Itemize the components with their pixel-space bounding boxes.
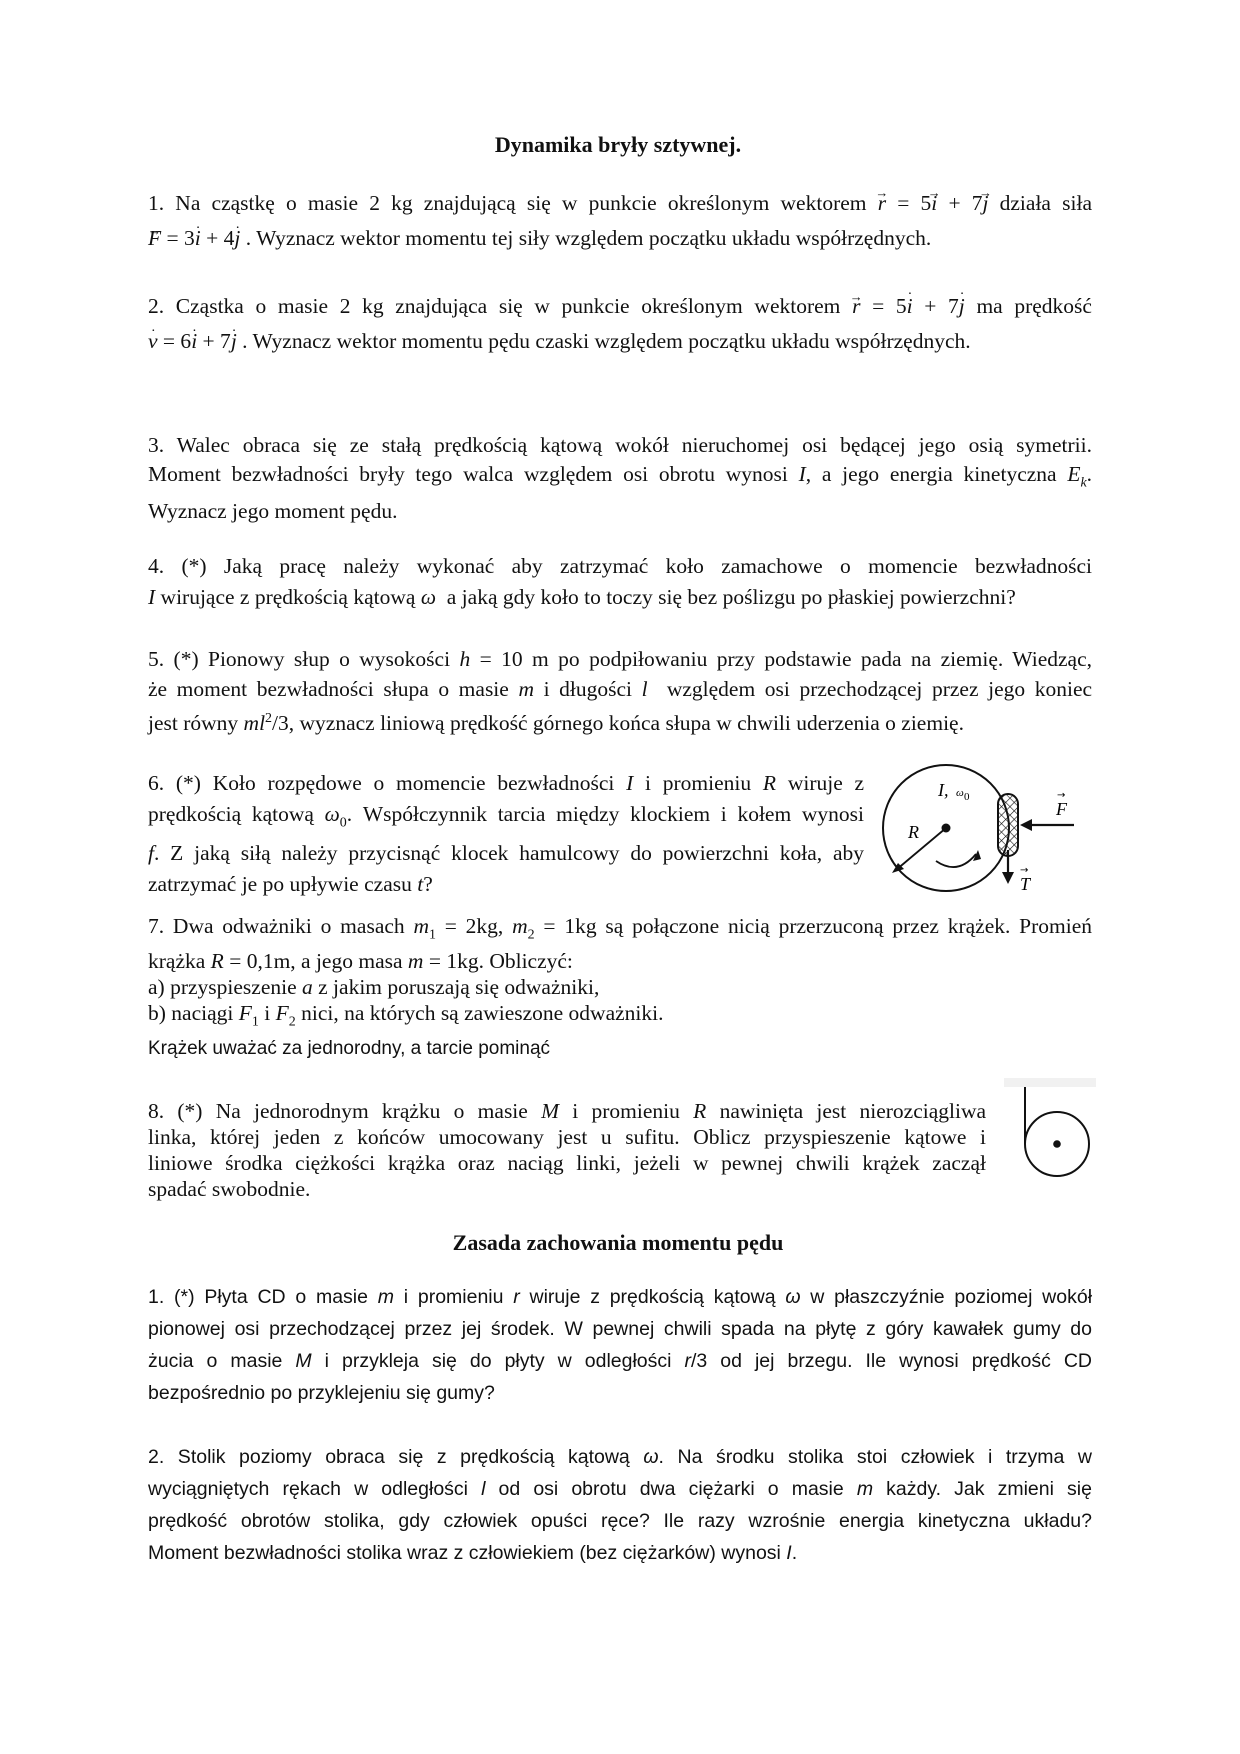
angular-momentum-problem-2: 2. Stolik poziomy obraca się z prędkością kątową ω. Na środku stolika stoi człowiek i trzyma w wyciągniętych rękach w odległości l od osi obrotu dwa ciężarki o masie m każdy. Jak zmieni się prędkość obrotów stolika, gdy człowiek opuści ręce? Ile razy wzrośnie energia kinetyczna układu? Moment bezwładności stolika wraz z człowiekiem (bez ciężarków) wynosi I.	[148, 1446, 1093, 1564]
label-F-arrow: →	[1057, 790, 1066, 801]
label-F: F	[1056, 799, 1067, 819]
rotation-arrow	[936, 854, 976, 867]
brake-block-crosshatch	[998, 794, 1018, 856]
force-vector-eq: → F = 3˙ i + 4˙ j	[148, 226, 246, 250]
label-T-arrow: →	[1020, 865, 1029, 876]
problem-2: 2. Cząstka o masie 2 kg znajdująca się w punkcie określonym wektorem → r = 5˙ i + 7˙ j ma prędkość ˙ v = 6˙ i + 7˙ j . Wyznacz wektor momentu pędu czaski względem początku układu współrzędnych.	[148, 290, 1092, 360]
radius-line	[896, 828, 946, 870]
force-F-arrowhead	[1020, 819, 1032, 831]
label-R: R	[908, 822, 919, 842]
friction-T-arrowhead	[1002, 872, 1014, 884]
problem-6: 6. (*) Koło rozpędowe o momencie bezwładności I i promieniu R wiruje z prędkością kątową $\omega_0$. Współczynnik tarcia między klockiem i kołem wynosi f. Z jaką siłą należy przycisnąć klocek hamulcowy do powierzchni koła, aby zatrzymać je po upływie czasu t?	[148, 771, 865, 897]
section-title-rigid-body: Dynamika bryły sztywnej.	[494, 132, 742, 157]
ceiling	[1004, 1078, 1096, 1087]
label-I-omega: I,	[938, 780, 949, 800]
label-omega-sub: 0	[964, 791, 970, 803]
problem-3: 3. Walec obraca się ze stałą prędkością kątową wokół nieruchomej osi będącej jego osią symetrii. Moment bezwładności bryły tego walca względem osi obrotu wynosi I, a jego energia kinetyczna $E_k$. Wyznacz jego moment pędu.	[148, 433, 1093, 524]
problem-4: 4. (*) Jaką pracę należy wykonać aby zatrzymać koło zamachowe o momencie bezwładności I wirujące z prędkością kątową ω a jaką gdy koło to toczy się bez poślizgu po płaskiej powierzchni?	[148, 554, 1092, 609]
label-omega: ω	[956, 787, 964, 799]
label-T: T	[1020, 874, 1031, 894]
problem-5: 5. (*) Pionowy słup o wysokości h = 10 m po podpiłowaniu przy podstawie pada na ziemię. Wiedząc, że moment bezwładności słupa o masie m i długości l względem osi przechodzącej przez jego koniec jest równy $ml^2/3$, wyznacz liniową prędkość górnego końca słupa w chwili uderzenia o ziemię.	[148, 647, 1093, 736]
problem-1: 1. Na cząstkę o masie 2 kg znajdującą się w punkcie określonym wektorem → r = 5→ i + 7→ j działa siła → F = 3˙ i + 4˙ j . Wyznacz wektor momentu tej siły względem początku układu współrzędnych.	[148, 188, 1092, 257]
problem-7: 7. Dwa odważniki o masach $m_1 = 2kg$, $m_2 = 1kg$ są połączone nicią przerzuconą przez krążek. Promień krążka R = 0,1m, a jego masa m = 1kg. Obliczyć: a) przyspieszenie a z jakim poruszają się odważniki, b) naciągi $F_1$ i $F_2$ nici, na których są zawieszone odważniki. Krążek uważać za jednorodny, a tarcie pominąć	[148, 914, 1093, 1059]
problem-8: 8. (*) Na jednorodnym krążku o masie M i promieniu R nawinięta jest nierozciągliwa linka, której jeden z końców umocowany jest u sufitu. Oblicz przyspieszenie kątowe i liniowe środka ciężkości krążka oraz naciąg linki, jeżeli w pewnej chwili krążek zaczął spadać swobodnie.	[148, 1099, 987, 1201]
position-vector-eq-2: → r = 5˙ i + 7˙ j	[852, 294, 976, 318]
flywheel-brake-diagram	[878, 760, 1098, 896]
position-vector-eq: → r = 5→ i + 7→ j	[878, 191, 1000, 215]
angular-momentum-problem-1: 1. (*) Płyta CD o masie m i promieniu r wiruje z prędkością kątową ω w płaszczyźnie poziomej wokół pionowej osi przechodzącej przez jej środek. W pewnej chwili spada na płytę z góry kawałek gumy do żucia o masie M i przykleja się do płyty w odległości r/3 od jej brzegu. Ile wynosi prędkość CD bezpośrednio po przyklejeniu się gumy?	[148, 1286, 1093, 1404]
section-title-angular-momentum: Zasada zachowania momentu pędu	[452, 1230, 784, 1255]
velocity-vector-eq: ˙ v = 6˙ i + 7˙ j	[148, 329, 242, 353]
disk-center-dot	[1053, 1140, 1061, 1148]
yo-yo-disk-diagram	[1000, 1076, 1100, 1181]
